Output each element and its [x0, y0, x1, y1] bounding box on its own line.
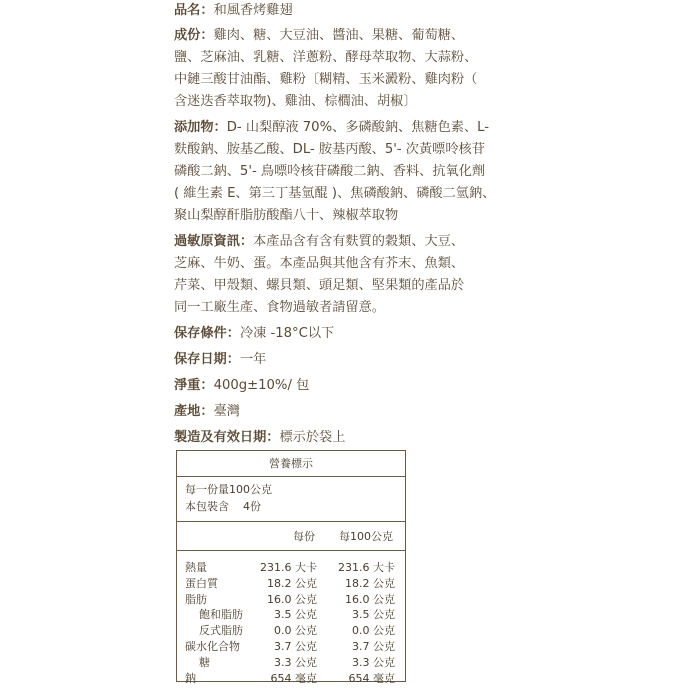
- package-label: 本包裝含: [185, 500, 229, 513]
- product-info: [174, 0, 534, 449]
- net-weight-row: [174, 375, 534, 397]
- nutrition-row: [177, 671, 405, 687]
- additives-label: 添加物：: [174, 120, 227, 135]
- nutrition-row: [177, 623, 405, 639]
- per-100g-value: 3.7 公克: [352, 639, 395, 653]
- shelf-life-row: [174, 349, 534, 371]
- ingredients-line: 中鏈三酸甘油酯、雞粉〔糊精、玉米澱粉、雞肉粉（: [174, 72, 478, 87]
- origin-value: 臺灣: [213, 404, 240, 419]
- ingredients-line: 雞肉、糖、大豆油、醬油、果糖、葡萄糖、: [213, 28, 465, 43]
- additives-line: D- 山梨醇液 70%、多磷酸鈉、焦糖色素、L-: [226, 120, 490, 135]
- column-per-serving: 每份: [293, 530, 315, 543]
- origin-label: 產地：: [174, 404, 214, 419]
- storage-label: 保存條件：: [174, 326, 240, 341]
- per-serving-value: 0.0 公克: [274, 624, 317, 638]
- allergen-label: 過敏原資訊：: [174, 234, 254, 249]
- per-100g-value: 0.0 公克: [352, 624, 395, 638]
- nutrient-name: 脂肪: [185, 592, 207, 606]
- additives-line: 麩酸鈉、胺基乙酸、DL- 胺基丙酸、5'- 次黃嘌呤核苷: [174, 142, 485, 157]
- storage-value: 冷凍 -18°C以下: [239, 326, 335, 341]
- per-serving-value: 654 毫克: [270, 671, 317, 685]
- per-serving-value: 231.6 大卡: [260, 561, 317, 574]
- allergen-line: 芝麻、牛奶、蛋。本產品與其他含有芥末、魚類、: [174, 256, 465, 271]
- product-name-label: 品名：: [174, 3, 214, 18]
- serving-size: 每一份量100公克: [185, 483, 272, 496]
- ingredients-label: 成份：: [174, 28, 214, 43]
- net-weight-label: 淨重：: [174, 378, 214, 393]
- per-100g-value: 3.5 公克: [352, 608, 395, 622]
- nutrition-rows: [177, 551, 405, 686]
- nutrition-row: [177, 607, 405, 623]
- allergen-row: [174, 231, 534, 319]
- ingredients-line: 鹽、芝麻油、乳糖、洋蔥粉、酵母萃取物、大蒜粉、: [174, 50, 478, 65]
- nutrient-name: 反式脂肪: [199, 624, 243, 638]
- per-serving-value: 3.3 公克: [274, 655, 317, 669]
- date-value: 標示於袋上: [279, 430, 346, 445]
- serving-info: [177, 477, 405, 515]
- additives-line: 磷酸二鈉、5'- 鳥嘌呤核苷磷酸二鈉、香料、抗氧化劑: [174, 164, 486, 179]
- nutrition-row: [177, 592, 405, 608]
- nutrient-name: 碳水化合物: [185, 639, 240, 653]
- ingredients-line: 含迷迭香萃取物)、雞油、棕櫚油、胡椒〕: [174, 94, 417, 109]
- per-100g-value: 3.3 公克: [352, 655, 395, 669]
- net-weight-value: 400g±10%/ 包: [213, 378, 310, 393]
- origin-row: [174, 401, 534, 423]
- product-name-row: [174, 0, 534, 22]
- additives-line: 聚山梨醇酐脂肪酸酯八十、辣椒萃取物: [174, 208, 399, 223]
- nutrient-name: 蛋白質: [185, 576, 218, 590]
- shelf-life-label: 保存日期：: [174, 352, 240, 367]
- per-100g-value: 654 毫克: [348, 671, 395, 685]
- allergen-line: 本產品含有含有麩質的穀類、大豆、: [253, 234, 465, 249]
- nutrition-row: [177, 576, 405, 592]
- ingredients-row: [174, 25, 534, 113]
- nutrition-title: 營養標示: [177, 451, 405, 477]
- per-100g-value: 18.2 公克: [345, 576, 395, 590]
- column-header: [177, 522, 405, 550]
- product-name: 和風香烤雞翅: [213, 3, 293, 18]
- additives-line: ( 維生素 E、第三丁基氫醌 )、焦磷酸鈉、磷酸二氫鈉、: [174, 186, 496, 201]
- per-serving-value: 3.5 公克: [274, 608, 317, 622]
- nutrition-row: [177, 655, 405, 671]
- nutrition-row: [177, 639, 405, 655]
- per-100g-value: 16.0 公克: [345, 592, 395, 606]
- column-per-100g: 每100公克: [339, 530, 393, 543]
- allergen-line: 同一工廠生產、食物過敏者請留意。: [174, 300, 385, 315]
- per-serving-value: 16.0 公克: [267, 592, 317, 606]
- allergen-line: 芹菜、甲殼類、螺貝類、頭足類、堅果類的產品於: [174, 278, 465, 293]
- package-value: 4份: [243, 500, 261, 513]
- nutrition-row: [177, 560, 405, 576]
- nutrient-name: 鈉: [185, 671, 196, 685]
- nutrition-table: [176, 450, 406, 685]
- per-serving-value: 3.7 公克: [274, 639, 317, 653]
- nutrient-name: 飽和脂肪: [199, 608, 243, 622]
- nutrient-name: 熱量: [185, 561, 207, 574]
- nutrient-name: 糖: [199, 655, 210, 669]
- per-serving-value: 18.2 公克: [267, 576, 317, 590]
- date-label: 製造及有效日期：: [174, 430, 280, 445]
- per-100g-value: 231.6 大卡: [338, 561, 395, 574]
- shelf-life-value: 一年: [239, 352, 267, 367]
- storage-row: [174, 323, 534, 345]
- additives-row: [174, 117, 534, 227]
- date-row: [174, 427, 534, 449]
